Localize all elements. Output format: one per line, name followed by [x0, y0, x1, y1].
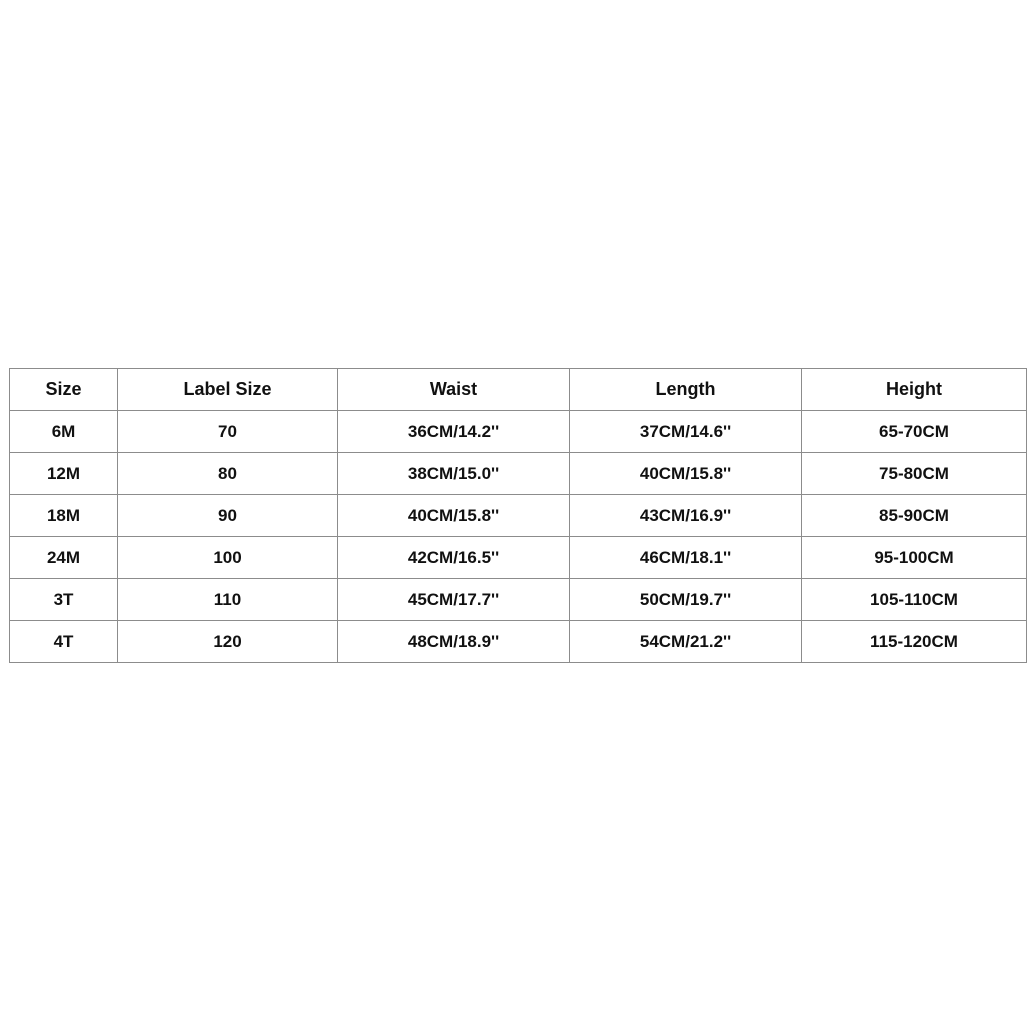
cell-length: 37CM/14.6''	[570, 411, 802, 453]
cell-waist: 48CM/18.9''	[338, 621, 570, 663]
cell-height: 95-100CM	[802, 537, 1027, 579]
cell-size: 24M	[10, 537, 118, 579]
cell-label-size: 110	[118, 579, 338, 621]
cell-length: 40CM/15.8''	[570, 453, 802, 495]
column-header-length: Length	[570, 369, 802, 411]
cell-size: 3T	[10, 579, 118, 621]
table-row	[10, 579, 1027, 621]
column-header-height: Height	[802, 369, 1027, 411]
cell-size: 6M	[10, 411, 118, 453]
cell-waist: 45CM/17.7''	[338, 579, 570, 621]
cell-size: 12M	[10, 453, 118, 495]
cell-length: 50CM/19.7''	[570, 579, 802, 621]
table-row	[10, 537, 1027, 579]
column-header-label-size: Label Size	[118, 369, 338, 411]
cell-label-size: 70	[118, 411, 338, 453]
table-row	[10, 495, 1027, 537]
cell-length: 54CM/21.2''	[570, 621, 802, 663]
cell-label-size: 100	[118, 537, 338, 579]
cell-size: 4T	[10, 621, 118, 663]
cell-waist: 36CM/14.2''	[338, 411, 570, 453]
cell-length: 46CM/18.1''	[570, 537, 802, 579]
cell-waist: 40CM/15.8''	[338, 495, 570, 537]
cell-height: 65-70CM	[802, 411, 1027, 453]
cell-height: 75-80CM	[802, 453, 1027, 495]
cell-label-size: 120	[118, 621, 338, 663]
cell-height: 115-120CM	[802, 621, 1027, 663]
table-row	[10, 621, 1027, 663]
cell-waist: 38CM/15.0''	[338, 453, 570, 495]
column-header-size: Size	[10, 369, 118, 411]
size-chart-table	[9, 368, 1027, 663]
table-header-row	[10, 369, 1027, 411]
cell-label-size: 90	[118, 495, 338, 537]
cell-waist: 42CM/16.5''	[338, 537, 570, 579]
cell-label-size: 80	[118, 453, 338, 495]
table-row	[10, 453, 1027, 495]
table-row	[10, 411, 1027, 453]
cell-height: 85-90CM	[802, 495, 1027, 537]
cell-height: 105-110CM	[802, 579, 1027, 621]
cell-length: 43CM/16.9''	[570, 495, 802, 537]
column-header-waist: Waist	[338, 369, 570, 411]
cell-size: 18M	[10, 495, 118, 537]
